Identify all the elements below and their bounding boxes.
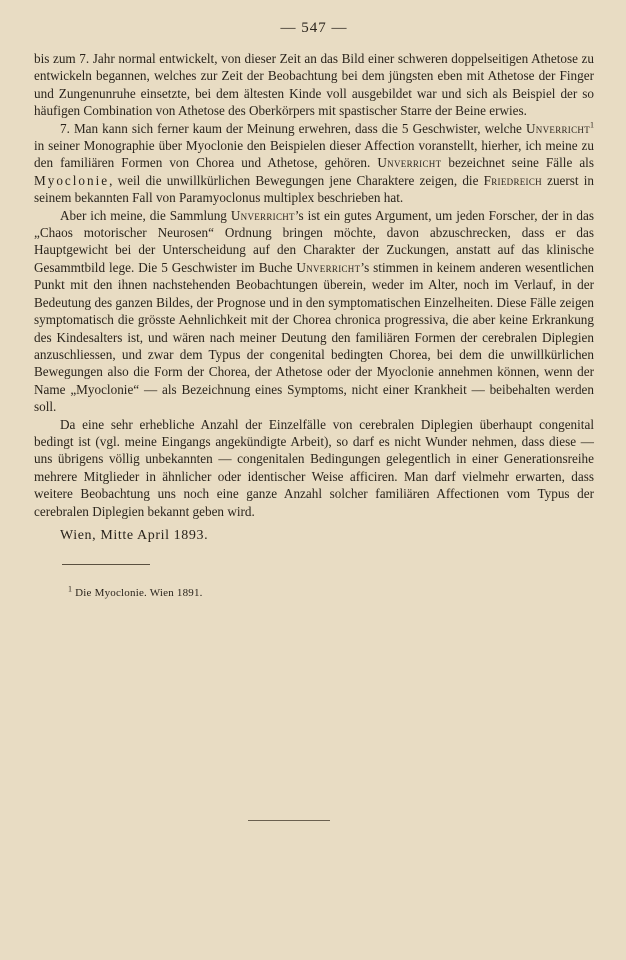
paragraph-3-text-1: Aber ich meine, die Sammlung — [60, 207, 231, 223]
author-name-unverricht: Unverricht — [230, 207, 295, 223]
paragraph-2-text-1: 7. Man kann sich ferner kaum der Meinung erwehren, dass die 5 Geschwister, welche — [60, 120, 526, 136]
footnote-divider — [62, 564, 150, 565]
author-name-unverricht: Unverricht — [525, 120, 590, 136]
end-divider — [248, 820, 330, 821]
paragraph-3-text-3: ’s stimmen in keinem anderen wesentlichen Punkt mit den ihnen nachstehenden Beobachtungen überein, weder im Alter, noch im Verlauf, in der Bedeutung des ganzen Bildes, der Prognose und in den symptomatischen Einzelheiten. Diese Fälle zeigen symptomatisch die grösste Aehnlichkeit mit der Chorea chronica progressiva, die aber keine Erkrankung des Kindesalters ist, und wären nach meiner Deutung den familiären Formen der cerebralen Diplegien anzuschliessen, und zwar dem Typus der congenital bedingten Chorea, bei dem die unwillkürlichen Bewegungen also die Form der Chorea, der Athetose oder der Myoclonie annehmen können, wenn der Name „Myoclonie“ — als Bezeichnung eines Symptoms, nicht einer Krankheit — beibehalten werden soll. — [34, 259, 594, 415]
paragraph-2-text-3: bezeichnet seine Fälle als — [441, 155, 594, 171]
term-myoclonie: Myoclonie — [34, 172, 110, 188]
author-name-friedreich: Friedreich — [483, 172, 542, 188]
author-name-unverricht: Unverricht — [296, 259, 361, 275]
page-number: — 547 — — [280, 20, 348, 36]
paragraph-3-text-2: ’s ist ein gutes Argument, um jeden Forscher, der in das „Chaos motorischer Neurosen“ Ordnung bringen möchte, davon abzuschrecken, dass er das Hauptgewicht bei der Unterscheidung auf den Charakter der Zuckungen, anstatt auf das klinische Gesammtbild lege. Die 5 Geschwister im Buche — [34, 207, 594, 275]
paragraph-2-text-5: zuerst in seinem bekannten Fall von Paramyoclonus multiplex beschrieben hat. — [34, 172, 595, 206]
signoff-place-date: Wien, Mitte April 1893. — [60, 527, 209, 543]
paragraph-3 — [34, 207, 594, 416]
paragraph-1: bis zum 7. Jahr normal entwickelt, von dieser Zeit an das Bild einer schweren doppelseitigen Athetose zu entwickeln begannen, welches zur Zeit der Beobachtung bei dem jüngsten eben mit Athetose der Finger und Zungenunruhe einsetzte, bei dem ältesten Kinde voll ausgebildet war und sich als Beispiel der so häufigen Combination von Athetose des Oberkörpers mit spastischer Starre der Beine erwies. — [34, 51, 594, 119]
author-name-unverricht: Unverricht — [377, 155, 442, 171]
paragraph-4: Da eine sehr erhebliche Anzahl der Einzelfälle von cerebralen Diplegien überhaupt congenital bedingt ist (vgl. meine Eingangs angekündigte Arbeit), so darf es nicht Wunder nehmen, dass diese — uns übrigens völlig unbekannten — congenitalen Bedingungen gelegentlich in einer Generationsreihe mehrere Mitglieder in ähnlicher oder identischer Weise afficiren. Man darf vielmehr erwarten, dass weitere Beobachtung uns noch eine ganze Anzahl solcher familiären Affectionen vom Typus der cerebralen Diplegien bekannt geben wird. — [34, 416, 594, 519]
paragraph-2-text-2: in seiner Monographie über Myoclonie den Beispielen dieser Affection voranstellt, hierher, ich meine zu den familiären Formen von Chorea und Athetose, gehören. — [34, 138, 594, 171]
paragraph-2-text-4: , weil die unwillkürlichen Bewegungen jene Charaktere zeigen, die — [109, 172, 484, 188]
paragraph-2 — [34, 120, 594, 207]
footnote-text: Die Myoclonie. Wien 1891. — [72, 586, 203, 599]
footnote-mark: 1 — [68, 584, 73, 594]
footnote — [68, 584, 594, 599]
footnote-reference: 1 — [590, 120, 594, 130]
